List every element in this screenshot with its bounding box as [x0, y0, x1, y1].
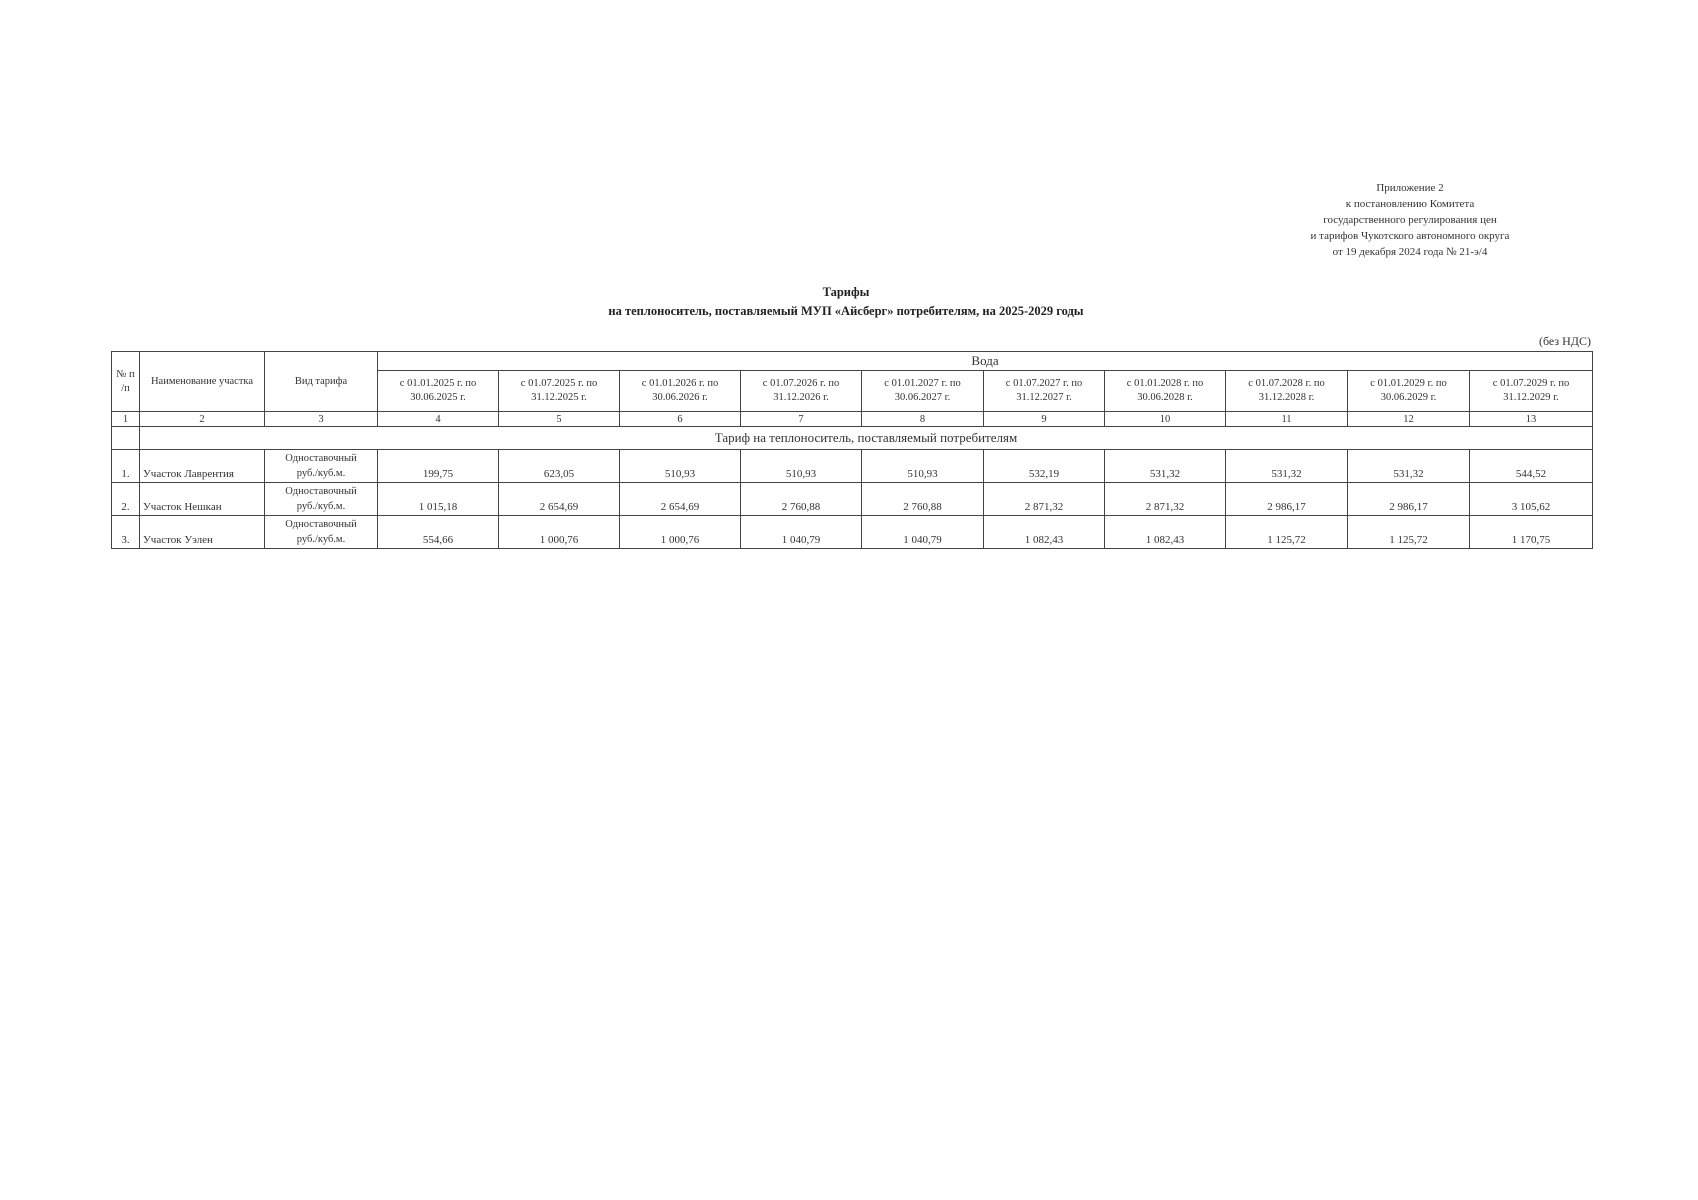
row-area: Участок Нешкан — [140, 483, 265, 516]
column-number: 12 — [1348, 412, 1470, 427]
row-value: 199,75 — [378, 450, 499, 483]
column-number: 3 — [265, 412, 378, 427]
row-value: 1 040,79 — [862, 516, 984, 549]
table-row — [112, 516, 1593, 549]
title-line-1: Тарифы — [822, 285, 870, 299]
row-kind-type: Одноставочный — [285, 486, 357, 497]
header-period: с 01.01.2029 г. по 30.06.2029 г. — [1348, 371, 1470, 412]
row-number: 3. — [112, 516, 140, 549]
row-value: 3 105,62 — [1470, 483, 1593, 516]
column-number: 11 — [1226, 412, 1348, 427]
column-number: 2 — [140, 412, 265, 427]
row-value: 1 082,43 — [1105, 516, 1226, 549]
row-kind-unit: руб./куб.м. — [296, 468, 346, 479]
row-value: 2 760,88 — [862, 483, 984, 516]
header-period: с 01.07.2026 г. по 31.12.2026 г. — [741, 371, 862, 412]
row-value: 1 125,72 — [1226, 516, 1348, 549]
row-kind — [265, 450, 378, 483]
header-period: с 01.01.2025 г. по 30.06.2025 г. — [378, 371, 499, 412]
header-period: с 01.01.2026 г. по 30.06.2026 г. — [620, 371, 741, 412]
row-value: 2 986,17 — [1226, 483, 1348, 516]
row-number: 1. — [112, 450, 140, 483]
table-row — [112, 483, 1593, 516]
group-title: Тариф на теплоноситель, поставляемый потребителям — [140, 427, 1593, 450]
header-period: с 01.07.2027 г. по 31.12.2027 г. — [984, 371, 1105, 412]
row-value: 1 125,72 — [1348, 516, 1470, 549]
header-kind: Вид тарифа — [265, 352, 378, 412]
document-title — [110, 283, 1582, 321]
row-value: 531,32 — [1348, 450, 1470, 483]
row-kind — [265, 516, 378, 549]
row-value: 2 654,69 — [499, 483, 620, 516]
header-area: Наименование участка — [140, 352, 265, 412]
vat-note: (без НДС) — [1538, 334, 1591, 348]
appendix-line: Приложение 2 — [1376, 182, 1444, 194]
row-value: 623,05 — [499, 450, 620, 483]
row-value: 2 654,69 — [620, 483, 741, 516]
row-value: 1 170,75 — [1470, 516, 1593, 549]
column-number: 4 — [378, 412, 499, 427]
row-value: 2 871,32 — [984, 483, 1105, 516]
header-period: с 01.07.2029 г. по 31.12.2029 г. — [1470, 371, 1593, 412]
appendix-header — [1260, 180, 1560, 260]
appendix-line: и тарифов Чукотского автономного округа — [1310, 230, 1510, 242]
header-period: с 01.07.2028 г. по 31.12.2028 г. — [1226, 371, 1348, 412]
column-number: 13 — [1470, 412, 1593, 427]
row-kind — [265, 483, 378, 516]
row-kind-type: Одноставочный — [285, 453, 357, 464]
column-number: 6 — [620, 412, 741, 427]
header-period: с 01.07.2025 г. по 31.12.2025 г. — [499, 371, 620, 412]
row-area: Участок Лаврентия — [140, 450, 265, 483]
row-value: 510,93 — [741, 450, 862, 483]
column-number: 9 — [984, 412, 1105, 427]
group-row — [112, 427, 1593, 450]
row-kind-unit: руб./куб.м. — [296, 534, 346, 545]
appendix-line: от 19 декабря 2024 года № 21-э/4 — [1332, 246, 1488, 258]
column-number: 8 — [862, 412, 984, 427]
row-value: 2 871,32 — [1105, 483, 1226, 516]
tariff-table — [111, 351, 1593, 549]
header-period: с 01.01.2028 г. по 30.06.2028 г. — [1105, 371, 1226, 412]
header-num: № п /п — [112, 352, 140, 412]
row-value: 1 000,76 — [620, 516, 741, 549]
appendix-line: к постановлению Комитета — [1345, 198, 1475, 210]
column-number: 1 — [112, 412, 140, 427]
appendix-line: государственного регулирования цен — [1323, 214, 1497, 226]
row-kind-unit: руб./куб.м. — [296, 501, 346, 512]
column-number-row — [112, 412, 1593, 427]
table-row — [112, 450, 1593, 483]
row-value: 510,93 — [862, 450, 984, 483]
row-kind-type: Одноставочный — [285, 519, 357, 530]
header-water: Вода — [378, 352, 1593, 371]
column-number: 7 — [741, 412, 862, 427]
row-value: 531,32 — [1226, 450, 1348, 483]
row-value: 1 082,43 — [984, 516, 1105, 549]
row-value: 2 986,17 — [1348, 483, 1470, 516]
row-value: 544,52 — [1470, 450, 1593, 483]
title-line-2: на теплоноситель, поставляемый МУП «Айсберг» потребителям, на 2025-2029 годы — [608, 304, 1084, 318]
row-value: 554,66 — [378, 516, 499, 549]
group-spacer — [112, 427, 140, 450]
column-number: 10 — [1105, 412, 1226, 427]
row-value: 2 760,88 — [741, 483, 862, 516]
row-number: 2. — [112, 483, 140, 516]
row-value: 510,93 — [620, 450, 741, 483]
row-value: 1 000,76 — [499, 516, 620, 549]
header-period: с 01.01.2027 г. по 30.06.2027 г. — [862, 371, 984, 412]
row-value: 532,19 — [984, 450, 1105, 483]
row-area: Участок Уэлен — [140, 516, 265, 549]
row-value: 531,32 — [1105, 450, 1226, 483]
row-value: 1 040,79 — [741, 516, 862, 549]
header-row-1 — [112, 352, 1593, 371]
row-value: 1 015,18 — [378, 483, 499, 516]
column-number: 5 — [499, 412, 620, 427]
